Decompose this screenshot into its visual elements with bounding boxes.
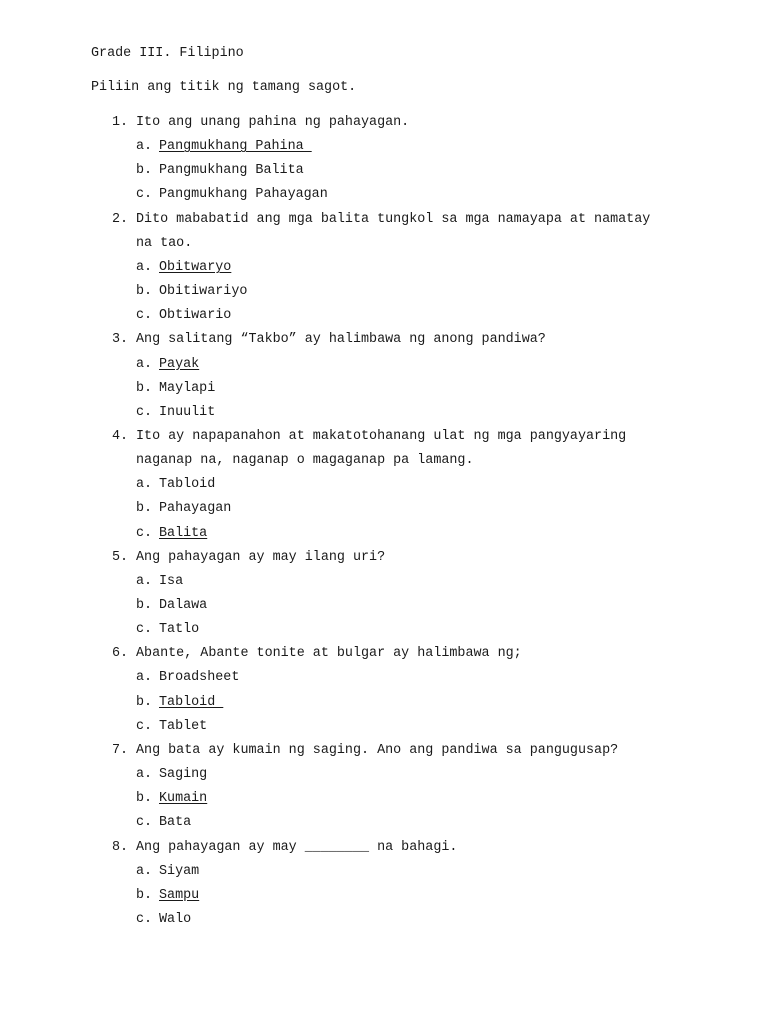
choice-text-answer: Sampu [159, 887, 200, 903]
question-number: 6. [112, 646, 129, 662]
choice-text-answer: Balita [159, 525, 208, 541]
page-title: Grade III. Filipino [91, 46, 244, 61]
question-text: Ito ang unang pahina ng pahayagan. [136, 115, 410, 130]
choice-letter: c. [136, 187, 153, 203]
choice-text-answer: Kumain [159, 791, 208, 807]
choice-text-answer: Tabloid [159, 694, 224, 710]
choice-text: Bata [159, 815, 192, 831]
choice-letter: c. [136, 308, 153, 324]
choice-text: Maylapi [159, 380, 216, 396]
choice-letter: b. [136, 598, 153, 613]
choice-text: Tatlo [159, 622, 200, 638]
choice-letter: a. [136, 477, 153, 493]
choice-text: Obitiwariyo [159, 284, 248, 300]
question-text: Abante, Abante tonite at bulgar ay halimbawa ng; [136, 646, 522, 662]
choice-text: Broadsheet [159, 670, 240, 686]
choice-text: Pangmukhang Pahayagan [159, 187, 328, 203]
choice-letter: a. [136, 670, 153, 686]
question-text: Ang pahayagan ay may ilang uri? [136, 549, 386, 565]
choice-letter: a. [136, 573, 153, 589]
choice-letter: b. [136, 501, 153, 517]
choice-letter: a. [136, 356, 153, 372]
choice-text: Pahayagan [159, 501, 232, 517]
choice-text: Pangmukhang Balita [159, 163, 304, 179]
choice-letter: b. [136, 791, 153, 807]
choice-letter: a. [136, 259, 153, 275]
choice-text: Obtiwario [159, 308, 232, 324]
question-text: Ang bata ay kumain ng saging. Ano ang pandiwa sa pangugusap? [136, 742, 619, 758]
choice-letter: b. [136, 380, 153, 396]
choice-letter: c. [136, 815, 153, 831]
choice-letter: b. [136, 284, 153, 300]
choice-letter: c. [136, 525, 153, 541]
choice-letter: b. [136, 163, 153, 179]
choice-text: Tabloid [159, 477, 216, 493]
choice-text-answer: Payak [159, 356, 200, 372]
choice-text: Siyam [159, 863, 200, 879]
choice-text: Tablet [159, 718, 208, 734]
question-text: naganap na, naganap o magaganap pa lamang. [136, 453, 474, 469]
choice-letter: b. [136, 694, 153, 710]
choice-text: Inuulit [159, 404, 216, 420]
instructions-text: Piliin ang titik ng tamang sagot. [91, 80, 357, 95]
question-text: na tao. [136, 235, 193, 251]
choice-letter: c. [136, 622, 153, 638]
choice-text: Saging [159, 767, 208, 783]
choice-letter: b. [136, 887, 153, 903]
choice-text: Walo [159, 911, 192, 927]
question-number: 1. [112, 115, 129, 130]
question-number: 2. [112, 211, 129, 227]
choice-letter: a. [136, 863, 153, 879]
question-number: 3. [112, 332, 129, 348]
choice-text: Dalawa [159, 598, 208, 613]
choice-letter: c. [136, 404, 153, 420]
question-number: 8. [112, 839, 129, 855]
question-text: Dito mababatid ang mga balita tungkol sa mga namayapa at namatay [136, 211, 651, 227]
choice-letter: c. [136, 911, 153, 927]
choice-text: Isa [159, 573, 184, 589]
question-text: Ang pahayagan ay may ________ na bahagi. [136, 839, 458, 855]
question-text: Ang salitang “Takbo” ay halimbawa ng anong pandiwa? [136, 332, 546, 348]
choice-letter: c. [136, 718, 153, 734]
choice-text-answer: Obitwaryo [159, 259, 232, 275]
choice-letter: a. [136, 767, 153, 783]
question-number: 5. [112, 549, 129, 565]
question-text: Ito ay napapanahon at makatotohanang ulat ng mga pangyayaring [136, 428, 627, 444]
question-number: 4. [112, 428, 129, 444]
choice-text-answer: Pangmukhang Pahina [159, 139, 312, 155]
question-number: 7. [112, 742, 129, 758]
choice-letter: a. [136, 139, 153, 155]
